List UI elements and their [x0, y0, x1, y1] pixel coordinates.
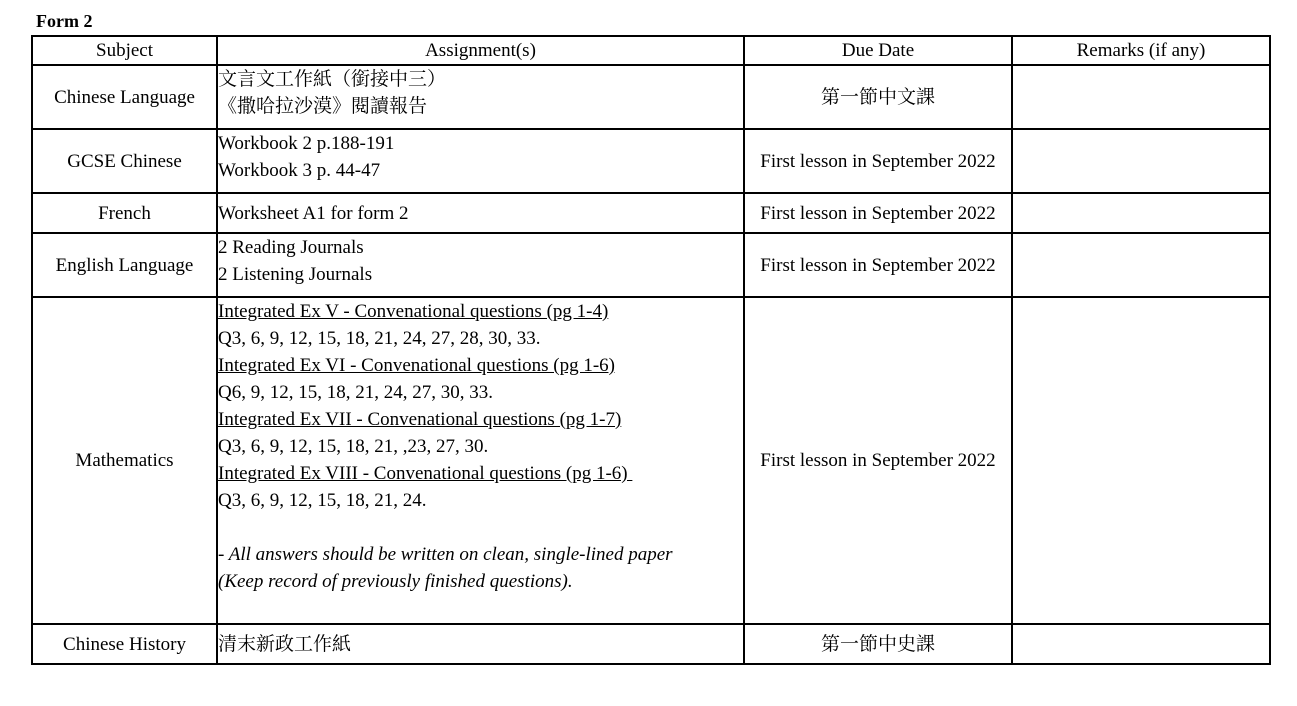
assignment-line: 2 Listening Journals — [218, 264, 373, 285]
header-row — [32, 36, 1270, 65]
subject-cell: Chinese Language — [32, 65, 217, 129]
subject-cell: Mathematics — [32, 297, 217, 624]
remarks-cell — [1012, 129, 1270, 193]
instruction-note: (Keep record of previously finished questions). — [218, 571, 573, 592]
header-assignments: Assignment(s) — [217, 36, 744, 65]
subject-cell: GCSE Chinese — [32, 129, 217, 193]
due-date-cell: First lesson in September 2022 — [744, 129, 1012, 193]
assignment-cell — [217, 624, 744, 664]
assignment-line: Workbook 2 p.188-191 — [218, 133, 395, 154]
remarks-cell — [1012, 624, 1270, 664]
table-row — [32, 233, 1270, 297]
assignment-line: Worksheet A1 for form 2 — [218, 202, 409, 224]
assignment-line: 清末新政工作紙 — [218, 633, 352, 655]
header-subject: Subject — [32, 36, 217, 65]
homework-table — [31, 35, 1271, 665]
spacer — [218, 514, 743, 541]
subject-cell: Chinese History — [32, 624, 217, 664]
assignment-line: 2 Reading Journals — [218, 237, 364, 258]
exercise-heading: Integrated Ex VIII - Convenational questions (pg 1-6) — [218, 463, 633, 484]
exercise-heading: Integrated Ex VI - Convenational questions (pg 1-6) — [218, 355, 615, 376]
table-row — [32, 193, 1270, 233]
due-date-cell: First lesson in September 2022 — [744, 233, 1012, 297]
remarks-cell — [1012, 297, 1270, 624]
subject-cell: English Language — [32, 233, 217, 297]
assignment-line: 《撒哈拉沙漠》閱讀報告 — [218, 96, 428, 117]
subject-cell: French — [32, 193, 217, 233]
due-date-cell: 第一節中史課 — [744, 624, 1012, 664]
due-date-cell: First lesson in September 2022 — [744, 193, 1012, 233]
remarks-cell — [1012, 193, 1270, 233]
assignment-line: 文言文工作紙（銜接中三） — [218, 69, 447, 90]
assignment-line: Workbook 3 p. 44-47 — [218, 160, 381, 181]
due-date-cell: First lesson in September 2022 — [744, 297, 1012, 624]
header-due-date: Due Date — [744, 36, 1012, 65]
question-list: Q3, 6, 9, 12, 15, 18, 21, ,23, 27, 30. — [218, 436, 489, 457]
question-list: Q6, 9, 12, 15, 18, 21, 24, 27, 30, 33. — [218, 382, 493, 403]
table-row — [32, 129, 1270, 193]
due-date-cell: 第一節中文課 — [744, 65, 1012, 129]
assignment-cell — [217, 129, 744, 193]
table-row — [32, 65, 1270, 129]
remarks-cell — [1012, 233, 1270, 297]
remarks-cell — [1012, 65, 1270, 129]
assignment-cell — [217, 297, 744, 624]
form-title: Form 2 — [36, 11, 93, 31]
assignment-cell — [217, 65, 744, 129]
assignment-cell — [217, 233, 744, 297]
question-list: Q3, 6, 9, 12, 15, 18, 21, 24. — [218, 490, 427, 511]
table-row — [32, 297, 1270, 624]
instruction-note: - All answers should be written on clean, single-lined paper — [218, 544, 673, 565]
assignment-cell — [217, 193, 744, 233]
header-remarks: Remarks (if any) — [1012, 36, 1270, 65]
exercise-heading: Integrated Ex VII - Convenational questions (pg 1-7) — [218, 409, 622, 430]
question-list: Q3, 6, 9, 12, 15, 18, 21, 24, 27, 28, 30, 33. — [218, 328, 541, 349]
exercise-heading: Integrated Ex V - Convenational questions (pg 1-4) — [218, 301, 609, 322]
table-row — [32, 624, 1270, 664]
